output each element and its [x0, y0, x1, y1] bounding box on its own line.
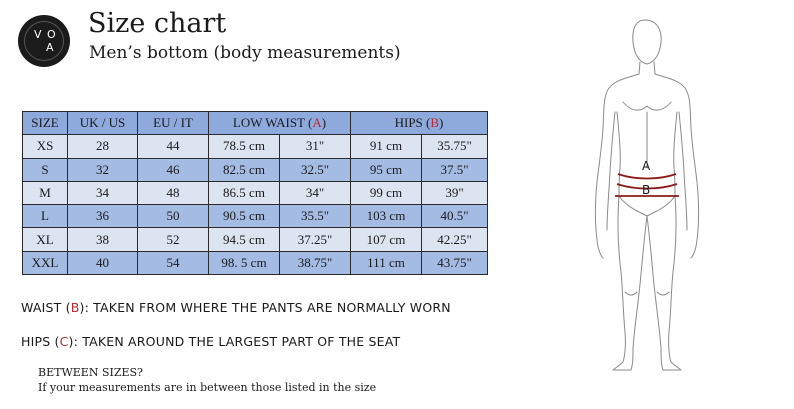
between-sizes-text: If your measurements are in between those listed in the size — [38, 381, 377, 394]
waist-note-letter: B — [70, 300, 80, 315]
cell-waist-cm: 90.5 cm — [209, 205, 280, 228]
cell-hips-in: 37.5" — [422, 158, 488, 181]
cell-hips-cm: 111 cm — [351, 251, 422, 274]
logo-letter-v: V — [34, 28, 42, 41]
logo-ring — [24, 21, 64, 61]
header-low-waist-letter: A — [312, 115, 322, 131]
cell-hips-cm: 91 cm — [351, 135, 422, 158]
cell-hips-cm: 95 cm — [351, 158, 422, 181]
figure-head — [633, 20, 661, 64]
page-title: Size chart — [88, 8, 227, 39]
table-row — [23, 158, 488, 181]
header-uk-us: UK / US — [68, 112, 138, 135]
logo-letter-o: O — [47, 28, 56, 41]
brand-logo — [18, 15, 70, 67]
cell-waist-cm: 98. 5 cm — [209, 251, 280, 274]
cell-size: L — [23, 205, 68, 228]
between-sizes-title: BETWEEN SIZES? — [38, 366, 143, 379]
cell-size: S — [23, 158, 68, 181]
cell-waist-in: 32.5" — [280, 158, 351, 181]
figure-chest — [623, 102, 671, 110]
table-row — [23, 181, 488, 204]
cell-size: M — [23, 181, 68, 204]
cell-size: XXL — [23, 251, 68, 274]
cell-uk: 40 — [68, 251, 138, 274]
cell-waist-in: 38.75" — [280, 251, 351, 274]
header-size: SIZE — [23, 112, 68, 135]
figure-label-b: B — [642, 183, 651, 197]
figure-label-a: A — [642, 159, 651, 173]
cell-hips-in: 43.75" — [422, 251, 488, 274]
page-subtitle: Men’s bottom (body measurements) — [89, 43, 401, 63]
cell-hips-in: 40.5" — [422, 205, 488, 228]
cell-waist-in: 34" — [280, 181, 351, 204]
cell-uk: 32 — [68, 158, 138, 181]
cell-size: XL — [23, 228, 68, 251]
cell-eu: 44 — [138, 135, 209, 158]
cell-eu: 52 — [138, 228, 209, 251]
body-figure — [585, 12, 725, 377]
figure-torso-right — [655, 74, 699, 258]
table-row — [23, 228, 488, 251]
logo-letter-a: A — [46, 41, 54, 54]
header-eu-it: EU / IT — [138, 112, 209, 135]
cell-eu: 46 — [138, 158, 209, 181]
cell-hips-cm: 99 cm — [351, 181, 422, 204]
waist-measure-line — [618, 174, 676, 179]
cell-hips-cm: 103 cm — [351, 205, 422, 228]
cell-waist-cm: 78.5 cm — [209, 135, 280, 158]
header-hips-letter: B — [430, 115, 440, 131]
cell-uk: 28 — [68, 135, 138, 158]
table-row — [23, 205, 488, 228]
figure-hips — [619, 196, 675, 216]
cell-waist-cm: 86.5 cm — [209, 181, 280, 204]
table-row — [23, 135, 488, 158]
table-row — [23, 251, 488, 274]
hips-note: HIPS (C): TAKEN AROUND THE LARGEST PART OF THE SEAT — [21, 334, 401, 349]
cell-size: XS — [23, 135, 68, 158]
waist-note: WAIST (B): TAKEN FROM WHERE THE PANTS ARE NORMALLY WORN — [21, 300, 451, 315]
size-table — [22, 111, 488, 275]
figure-torso-left — [596, 74, 640, 258]
cell-waist-in: 31" — [280, 135, 351, 158]
cell-uk: 36 — [68, 205, 138, 228]
table-header-row — [23, 112, 488, 135]
cell-hips-in: 35.75" — [422, 135, 488, 158]
cell-waist-cm: 82.5 cm — [209, 158, 280, 181]
cell-waist-in: 35.5" — [280, 205, 351, 228]
figure-right-leg — [647, 196, 681, 370]
cell-waist-cm: 94.5 cm — [209, 228, 280, 251]
cell-uk: 34 — [68, 181, 138, 204]
figure-knees — [625, 292, 669, 295]
header-hips: HIPS (B) — [351, 112, 488, 135]
cell-uk: 38 — [68, 228, 138, 251]
cell-eu: 50 — [138, 205, 209, 228]
cell-eu: 48 — [138, 181, 209, 204]
cell-hips-cm: 107 cm — [351, 228, 422, 251]
header-low-waist: LOW WAIST (A) — [209, 112, 351, 135]
cell-eu: 54 — [138, 251, 209, 274]
figure-left-leg — [613, 196, 647, 370]
figure-right-inner-arm — [679, 112, 687, 230]
figure-left-inner-arm — [607, 112, 615, 230]
cell-hips-in: 39" — [422, 181, 488, 204]
cell-hips-in: 42.25" — [422, 228, 488, 251]
cell-waist-in: 37.25" — [280, 228, 351, 251]
hips-note-letter: C — [59, 334, 69, 349]
